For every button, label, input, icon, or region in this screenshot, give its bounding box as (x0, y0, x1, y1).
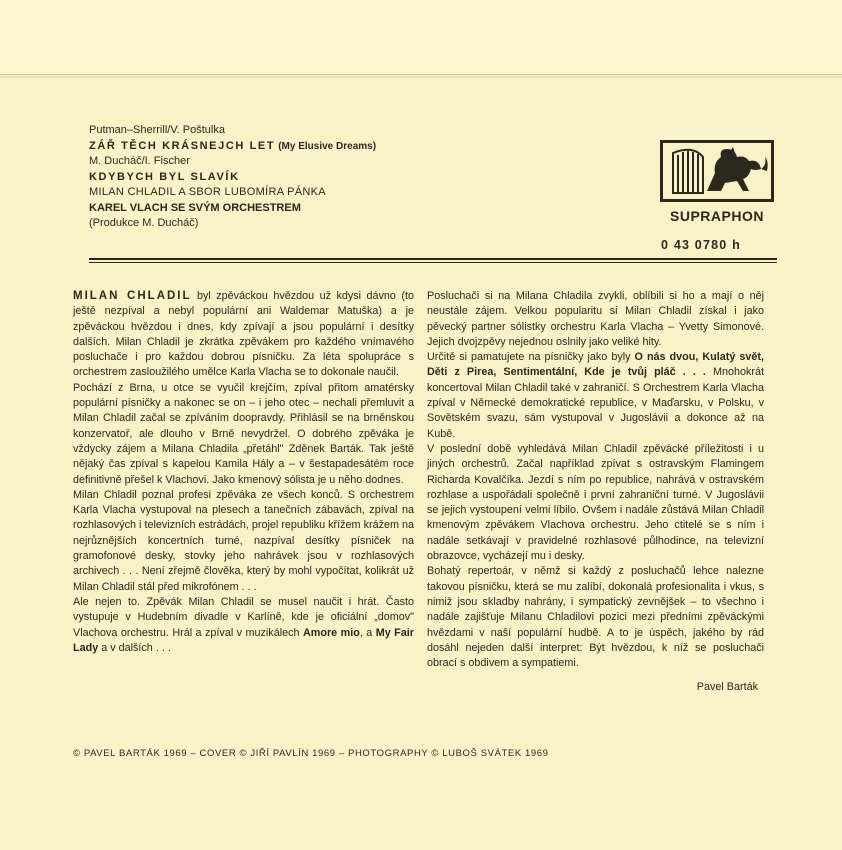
musical-title: My Fair Lady (73, 626, 414, 654)
catalog-number: 0 43 0780 h (661, 238, 741, 252)
paragraph-text: a v dalších . . . (98, 641, 171, 654)
track1-subtitle: (My Elusive Dreams) (278, 140, 377, 152)
paragraph (73, 289, 414, 381)
paragraph: V poslední době vyhledává Milan Chladil zpěvácké příležitosti i u jiných orchestrů. Začal například zpívat s ostravským Flamingem Richarda Kovalčíka. Jezdí s ním po republice, nahrává v ostravském rozhlase a uspořádali společně i první zahraniční turné. V Jugoslávii se jejich vystoupení velmi líbilo. Ovšem i nadále zůstává Milan Chladil kmenovým zpěvákem Vlachova orchestru. Jeho ctitelé se s ním i nadále setkávají v pravidelné rozhlasové půlhodince, na televizní obrazovce, vycházejí mu i desky. (427, 442, 764, 563)
brand-name: SUPRAPHON (670, 208, 764, 224)
author-signature: Pavel Barták (696, 681, 758, 694)
paragraph: Bohatý repertoár, v němž si každý z posluchačů lehce nalezne takovou písničku, která se mu zalíbí, dokonalá profesionalita i vkus, s nimiž jsou skladby nahrány, i sympatický zevnějšek – to všechno i nadále zajišťuje Milanu Chladilovi pozici mezi předními zpěváckými hvězdami v naší populární hudbě. A to je úspěch, jakého by rád dosáhl nejeden další interpret: Být hvězdou, k níž se posluchači obrací s obdivem a sympatiemi. (427, 565, 764, 670)
musical-title: Amore mio (302, 626, 360, 639)
copyright-footer: © PAVEL BARTÁK 1969 – COVER © JIŘÍ PAVLÍN 1969 – PHOTOGRAPHY © LUBOŠ SVÁTEK 1969 (73, 748, 549, 759)
paragraph-text: Mnohokrát koncertoval Milan Chladil také v zahraničí. S Orchestrem Karla Vlacha zpíval v Německé demokratické republice, v Maďarsku, v Polsku, v Sovětském svazu, sám vystupoval v Jugoslávii a dokonce až na Kubě. (427, 366, 764, 440)
divider-thick (89, 258, 777, 260)
supraphon-lion-harp-icon (660, 140, 774, 202)
track2-authors: M. Ducháč/I. Fischer (89, 155, 190, 167)
paragraph-text: , a (359, 626, 376, 639)
production-line: (Produkce M. Ducháč) (89, 217, 199, 229)
song-titles: O nás dvou, Kulatý svět, Děti z Pirea, Sentimentální, Kde je tvůj pláč . . . (427, 351, 764, 379)
paragraph: Pochází z Brna, u otce se vyučil krejčím, zpíval přitom amatérsky populární písničky a nakonec se on – i jeho otec – nechali přemluvit a Milan Chladil začal se zpíváním doopravdy. Přihlásil se na brněnskou konzervatoř, ale dlouho v Brně nevydržel. O dobrého zpěváka je vždycky zájem a Milana Chladila „přetáhl" Zděnek Barták. Tak ještě nějaký čas zpíval s kapelou Kamila Hály a – v šestapadesátém roce definitivně přešel k Vlachovi. Jako kmenový sólista je u něho dodnes. (73, 381, 414, 486)
liner-notes-right-column (427, 289, 764, 696)
sleeve-top-fold (0, 0, 842, 75)
performer-line: MILAN CHLADIL A SBOR LUBOMÍRA PÁNKA (89, 186, 326, 198)
artist-name-lead: MILAN CHLADIL (73, 290, 192, 302)
paragraph: Milan Chladil poznal profesi zpěváka ze všech konců. S orchestrem Karla Vlacha vystupoval na plesech a tanečních zábavách, zpíval na rozhlasových i televizních estrádách, projel republiku křížem krážem na nejrůznějších koncertních turné, nazpíval desítky písniček na gramofonové desky, stovky jeho nahrávek jsou v rozhlasových archivech . . . Není zřejmě člověka, který by mohl vypočítat, kolikrát už Milan Chladil stál před mikrofónem . . . (73, 488, 414, 593)
track1-title-line (89, 139, 649, 155)
track2-title: KDYBYCH BYL SLAVÍK (89, 170, 240, 183)
track1-authors: Putman–Sherrill/V. Poštulka (89, 124, 225, 136)
paragraph: Posluchači si na Milana Chladila zvykli, oblíbili si ho a mají o něj neustále zájem. Velkou popularitu si Milan Chladil získal i jako pěvecký partner sólistky orchestru Karla Vlacha – Yvetty Simonové. Jejich dvojzpěvy nejednou oslnily jako veliké hity. (427, 290, 764, 348)
orchestra-line: KAREL VLACH SE SVÝM ORCHESTREM (89, 201, 301, 214)
track1-title: ZÁŘ TĚCH KRÁSNEJCH LET (89, 139, 276, 152)
paragraph-text: Ale nejen to. Zpěvák Milan Chladil se musel naučit i hrát. Často vystupuje v Hudebním divadle v Karlíně, kde je oficiální „domov" Vlachova orchestru. Hrál a zpíval v muzikálech (73, 595, 414, 639)
paragraph-text: byl zpěváckou hvězdou už kdysi dávno (to ještě nezpíval a nebyl populární ani Waldemar Matuška) a je zpěváckou hvězdou i dnes, kdy zpívají a jsou populární i desítky dalších. Milan Chladil je zkrátka zpěvákem pro každého vnímavého posluchače i pro každou dobrou písničku. Za léta spolupráce s orchestrem zasloužilého umělce Karla Vlacha se to dokonale naučil. (73, 290, 414, 379)
track-credits (89, 123, 649, 232)
paragraph-text: Určitě si pamatujete na písničky jako byly (427, 351, 635, 364)
paragraph (427, 350, 764, 442)
liner-notes-left-column (73, 289, 414, 656)
paragraph (73, 595, 414, 656)
divider-thin (89, 262, 777, 263)
